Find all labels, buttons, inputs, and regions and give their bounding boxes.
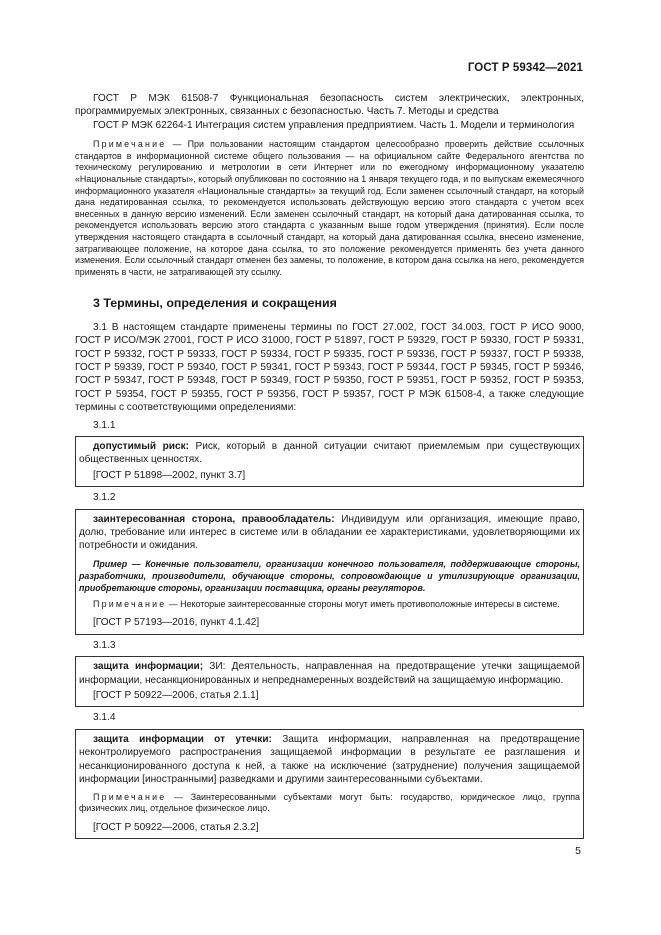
section-intro: 3.1 В настоящем стандарте применены термины по ГОСТ 27.002, ГОСТ 34.003, ГОСТ Р ИСО 9000, ГОСТ Р ИСО/МЭК 27001, ГОСТ Р ИСО 31000, ГОСТ Р 51897, ГОСТ Р 59329, ГОСТ Р 59330, ГОСТ Р 59331, ГОСТ Р 59332, ГОСТ Р 59333, ГОСТ Р 59334, ГОСТ Р 59335, ГОСТ Р 59336, ГОСТ Р 59337, ГОСТ Р 59338, ГОСТ Р 59339, ГОСТ Р 59340, ГОСТ Р 59341, ГОСТ Р 59343, ГОСТ Р 59344, ГОСТ Р 59345, ГОСТ Р 59346, ГОСТ Р 59347, ГОСТ Р 59348, ГОСТ Р 59349, ГОСТ Р 59350, ГОСТ Р 59351, ГОСТ Р 59352, ГОСТ Р 59353, ГОСТ Р 59354, ГОСТ Р 59355, ГОСТ Р 59356, ГОСТ Р 59357, ГОСТ Р МЭК 61508-4, а также следующие термины с соответствующими определениями: [75, 321, 584, 414]
ref-entry: ГОСТ Р МЭК 62264-1 Интеграция систем управления предприятием. Часть 1. Модели и терминология [93, 119, 575, 131]
term-number: 3.1.2 [93, 492, 116, 504]
term-example: Пример — Конечные пользователи, организации конечного пользователя, поддерживающие стороны, разработчики, производители, обучающие стороны, сопровождающие и утилизирующие организации, приобретающие стороны, организации поставщика, органы регуляторов. [79, 558, 580, 593]
term-definition [79, 513, 580, 553]
term-number: 3.1.3 [93, 639, 116, 651]
reference-note [75, 139, 584, 278]
term-text: Защита информации, направленная на предотвращение неконтролируемого распространения защищаемой информации в результате ее разглашения и несанкционированного доступа к ней, а также на исключение (затруднение) получения защищаемой информации [иностранными] разведками и другими заинтересованными субъектами. [79, 733, 580, 786]
standard-id-header: ГОСТ Р 59342—2021 [467, 62, 583, 74]
term-text: ЗИ: Деятельность, направленная на предотвращение утечки защищаемой информации, несанкционированных и непреднамеренных воздействий на защищаемую информацию. [79, 661, 580, 686]
note-text: — При пользовании настоящим стандартом целесообразно проверить действие ссылочных стандартов в информационной системе общего пользования — на официальном сайте Федерального агентства по техническому регулированию и метрологии в сети Интернет или по ежегодному информационному указателю «Национальные стандарты», который опубликован по состоянию на 1 января текущего года, и по выпускам ежемесячного информационного указателя «Национальные стандарты» за текущий год. Если заменен ссылочный стандарт, на который дана недатированная ссылка, то рекомендуется использовать действующую версию этого стандарта с учетом всех внесенных в данную версию изменений. Если заменен ссылочный стандарт, на который дана датированная ссылка, то рекомендуется использовать версию этого стандарта с указанным выше годом утверждения (принятия). Если после утверждения настоящего стандарта в ссылочный стандарт, на который дана датированная ссылка, внесено изменение, затрагивающее положение, на которое дана ссылка, то это положение рекомендуется применять без учета данного изменения. Если ссылочный стандарт отменен без замены, то положение, в котором дана ссылка на него, рекомендуется применять в части, не затрагивающей эту ссылку. [75, 139, 584, 277]
term-box [75, 729, 584, 839]
page-content [75, 92, 584, 839]
note-label: Примечание [93, 139, 167, 150]
page-number: 5 [575, 845, 581, 857]
term-text: Риск, который в данной ситуации считают приемлемым при существующих общественных ценностях. [79, 441, 580, 466]
term-definition [79, 660, 580, 687]
term-box [75, 509, 584, 635]
note-label: Примечание [93, 791, 167, 802]
term-number: 3.1.1 [93, 419, 116, 431]
term-box [75, 656, 584, 707]
section-title: 3 Термины, определения и сокращения [93, 296, 337, 311]
term-text: Индивидуум или организация, имеющие право, долю, требование или интерес в системе или в обладании ее характеристиками, удовлетворяющими их потребности и ожидания. [79, 513, 580, 552]
term-name: заинтересованная сторона, правообладатель: [93, 513, 335, 525]
term-name: защита информации от утечки: [93, 733, 272, 745]
term-definition [79, 440, 580, 467]
term-source: [ГОСТ Р 50922—2006, статья 2.1.1] [93, 690, 259, 702]
term-source: [ГОСТ Р 50922—2006, статья 2.3.2] [93, 821, 259, 833]
ref-entry: ГОСТ Р МЭК 61508-7 Функциональная безопасность систем электрических, электронных, программируемых электронных, связанных с безопасностью. Часть 7. Методы и средства [75, 93, 584, 118]
term-source: [ГОСТ Р 57193—2016, пункт 4.1.42] [93, 617, 260, 629]
term-name: допустимый риск: [93, 441, 189, 452]
note-text: — Заинтересованными субъектами могут быть: государство, юридическое лицо, группа физических лиц, отдельное физическое лицо. [79, 791, 580, 814]
term-definition [79, 733, 580, 787]
term-note [79, 792, 580, 815]
term-box [75, 436, 584, 487]
term-note [79, 599, 580, 611]
term-number: 3.1.4 [93, 712, 116, 724]
term-source: [ГОСТ Р 51898—2002, пункт 3.7] [93, 469, 246, 481]
note-text: — Некоторые заинтересованные стороны могут иметь противоположные интересы в системе. [166, 598, 560, 609]
term-name: защита информации; [93, 661, 204, 673]
note-label: Примечание [93, 598, 167, 609]
